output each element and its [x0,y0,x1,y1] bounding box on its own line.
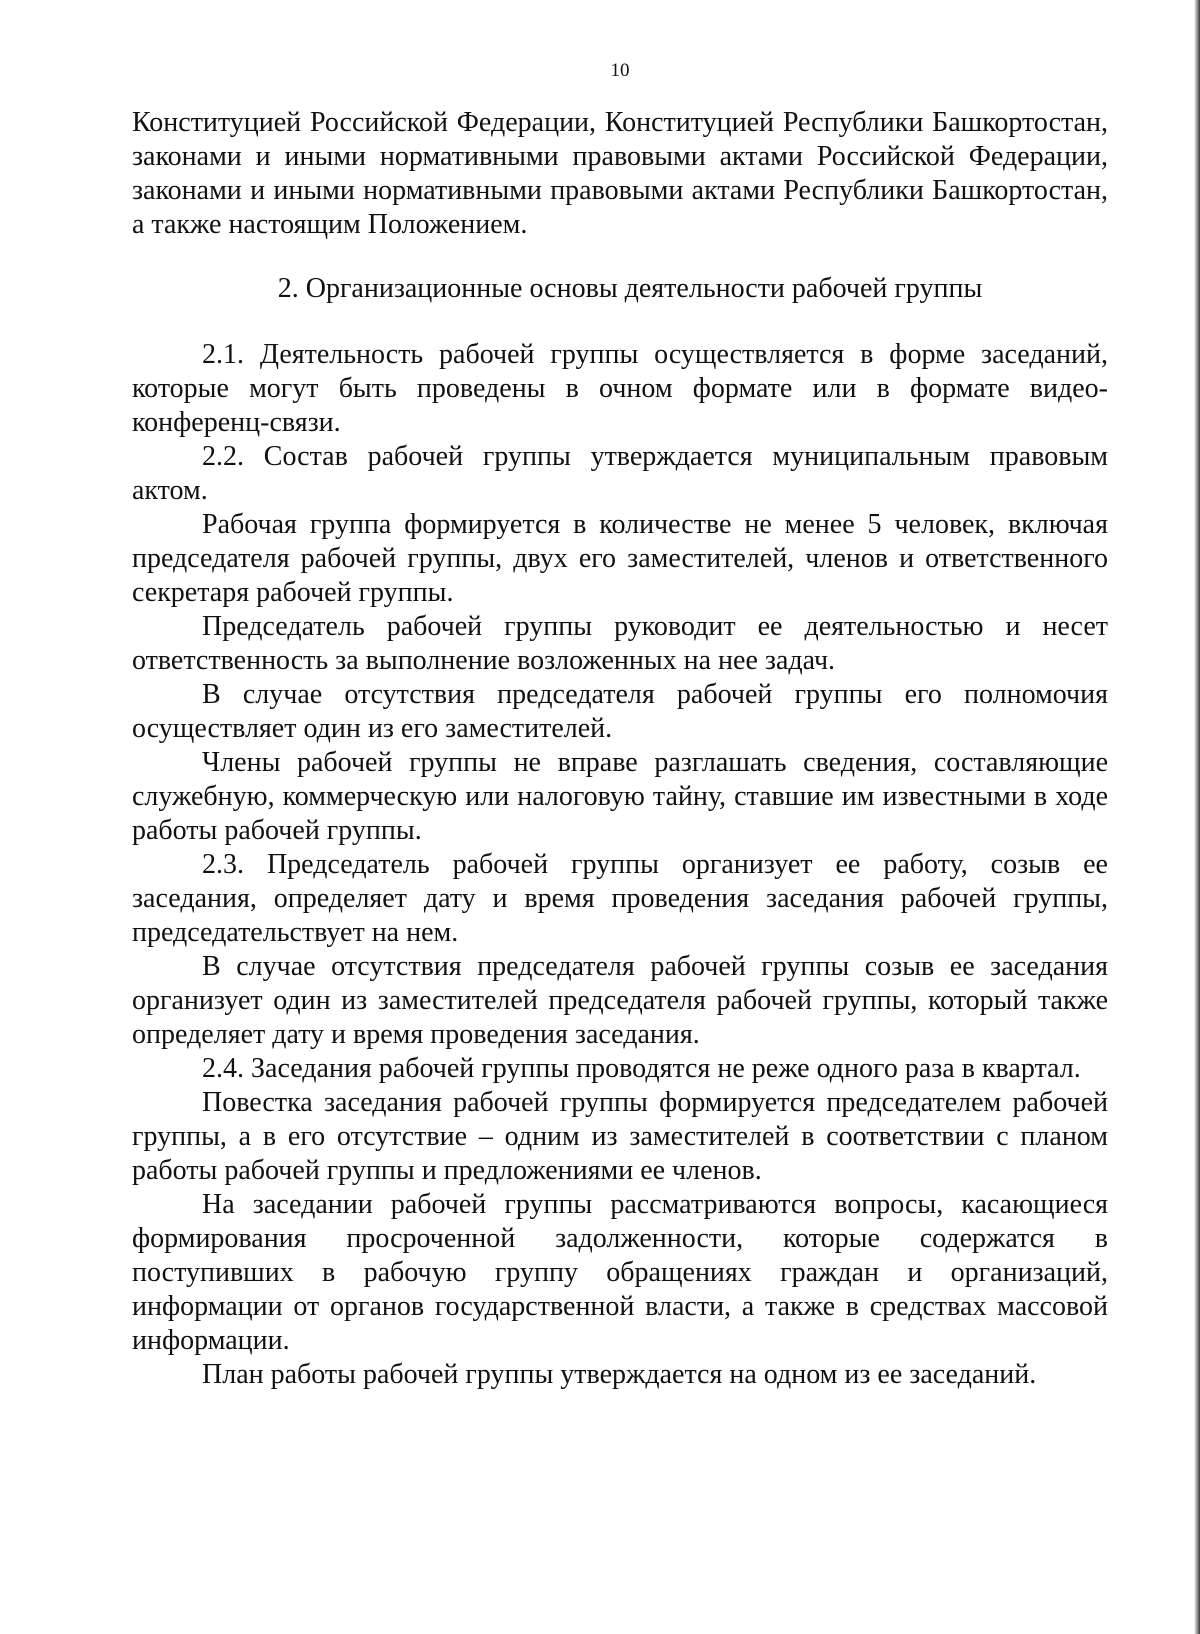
paragraph-2-3: 2.3. Председатель рабочей группы организует ее работу, созыв ее заседания, определяет дату и время проведения заседания рабочей группы, председательствует на нем. [132,849,1108,948]
paragraph-deputy-convenes: В случае отсутствия председателя рабочей группы созыв ее заседания организует один из заместителей председателя рабочей группы, который также определяет дату и время проведения заседания. [132,951,1108,1050]
paragraph-chairman-duties: Председатель рабочей группы руководит ее деятельностью и несет ответственность за выполнение возложенных на нее задач. [132,611,1108,676]
paragraph-2-2: 2.2. Состав рабочей группы утверждается муниципальным правовым актом. [132,441,1108,506]
paragraph-questions: На заседании рабочей группы рассматриваются вопросы, касающиеся формирования просроченной задолженности, которые содержатся в поступивших в рабочую группу обращениях граждан и организаций, информации от органов государственной власти, а также в средствах массовой информации. [132,1189,1108,1356]
section-heading: 2. Организационные основы деятельности рабочей группы [277,273,983,304]
paragraph-group-size: Рабочая группа формируется в количестве не менее 5 человек, включая председателя рабочей группы, двух его заместителей, членов и ответственного секретаря рабочей группы. [132,509,1108,608]
intro-paragraph: Конституцией Российской Федерации, Конституцией Республики Башкортостан, законами и иными нормативными правовыми актами Российской Федерации, законами и иными нормативными правовыми актами Республики Башкортостан, а также настоящим Положением. [132,107,1108,240]
document-body [132,106,1108,1392]
paragraph-2-1: 2.1. Деятельность рабочей группы осуществляется в форме заседаний, которые могут быть проведены в очном формате или в формате видео-конференц-связи. [132,339,1108,438]
paragraph-chairman-absence: В случае отсутствия председателя рабочей группы его полномочия осуществляет один из его заместителей. [132,679,1108,744]
page-edge-shadow [1194,0,1200,1634]
paragraph-2-4: 2.4. Заседания рабочей группы проводятся не реже одного раза в квартал. [202,1053,1081,1084]
paragraph-work-plan: План работы рабочей группы утверждается на одном из ее заседаний. [202,1359,1037,1390]
paragraph-confidentiality: Члены рабочей группы не вправе разглашать сведения, составляющие служебную, коммерческую или налоговую тайну, ставшие им известными в ходе работы рабочей группы. [132,747,1108,846]
paragraph-agenda: Повестка заседания рабочей группы формируется председателем рабочей группы, а в его отсутствие – одним из заместителей в соответствии с планом работы рабочей группы и предложениями ее членов. [132,1087,1108,1186]
page-number: 10 [610,60,630,81]
